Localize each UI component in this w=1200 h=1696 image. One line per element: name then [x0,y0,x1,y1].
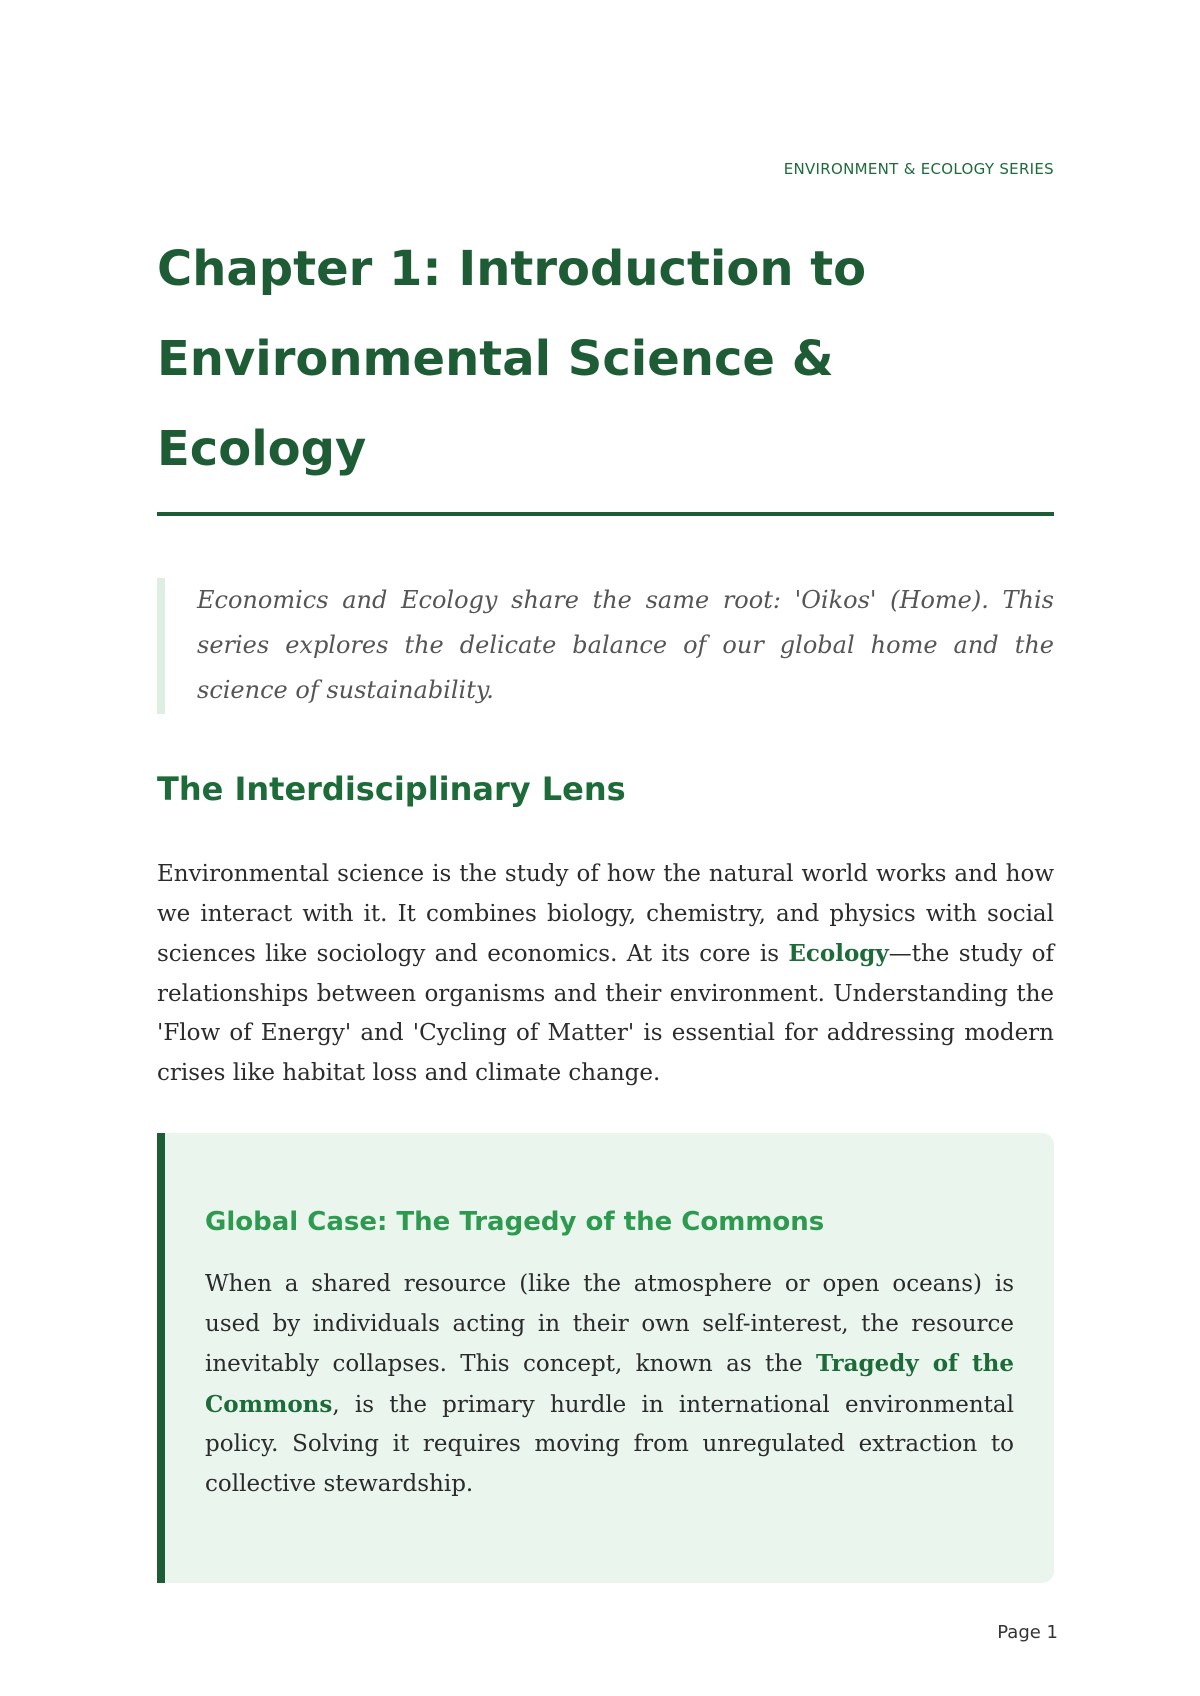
tragedy-term: Tragedy of the Commons [205,1350,1014,1418]
page-number: Page 1 [997,1622,1058,1643]
section-heading: The Interdisciplinary Lens [157,770,626,808]
body-text-part-1: Environmental science is the study of how the natural world works and how we interact with it. It combines biology, chemistry, and physics with social sciences like sociology and economics. At its core is [157,861,1054,967]
series-label: ENVIRONMENT & ECOLOGY SERIES [783,160,1054,178]
epigraph-quote [157,578,1054,714]
case-study-title: Global Case: The Tragedy of the Commons [205,1207,825,1237]
chapter-title: Chapter 1: Introduction to Environmental Science & Ecology [157,241,867,477]
title-divider [157,512,1054,516]
body-text-part-2: —the study of relationships between organisms and their environment. Understanding the 'Flow of Energy' and 'Cycling of Matter' is essential for addressing modern crises like habitat loss and climate change. [157,941,1054,1086]
case-text-part-2: , is the primary hurdle in international environmental policy. Solving it requires moving from unregulated extraction to collective stewardship. [205,1391,1014,1497]
document-page [157,0,1058,1696]
epigraph-text: Economics and Ecology share the same root: 'Oikos' (Home). This series explores the delicate balance of our global home and the science of sustainability. [197,586,1054,704]
case-study-box [157,1133,1054,1583]
case-text-part-1: When a shared resource (like the atmosphere or open oceans) is used by individuals acting in their own self-interest, the resource inevitably collapses. This concept, known as the [205,1271,1014,1377]
body-paragraph [157,855,1054,1093]
case-study-text [205,1265,1014,1504]
ecology-term: Ecology [788,940,889,967]
